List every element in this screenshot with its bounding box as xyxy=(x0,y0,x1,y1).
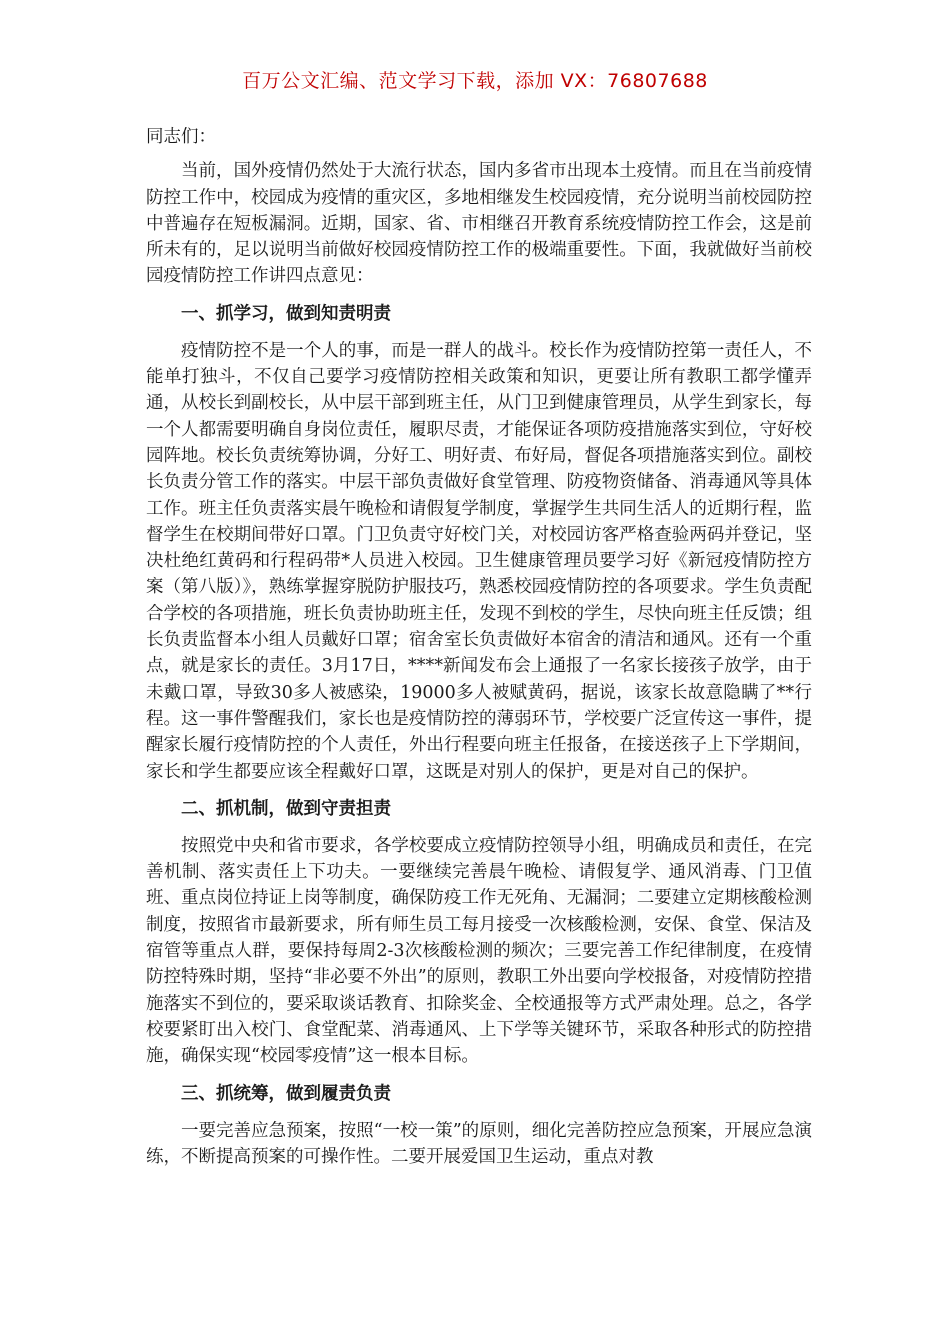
document-body xyxy=(146,124,812,1170)
salutation: 同志们： xyxy=(146,127,216,147)
section-body-2: 按照党中央和省市要求，各学校要成立疫情防控领导小组，明确成员和责任，在完善机制、落实责任上下功夫。一要继续完善晨午晚检、请假复学、通风消毒、门卫值班、重点岗位持证上岗等制度，确保防疫工作无死角、无漏洞；二要建立定期核酸检测制度，按照省市最新要求，所有师生员工每月接受一次核酸检测，安保、食堂、保洁及宿管等重点人群，要保持每周2-3次核酸检测的频次；三要完善工作纪律制度，在疫情防控特殊时期，坚持“非必要不外出”的原则，教职工外出要向学校报备，对疫情防控措施落实不到位的，要采取谈话教育、扣除奖金、全校通报等方式严肃处理。总之，各学校要紧盯出入校门、食堂配菜、消毒通风、上下学等关键环节，采取各种形式的防控措施，确保实现“校园零疫情”这一根本目标。 xyxy=(146,835,812,1067)
section-heading-1: 一、抓学习，做到知责明责 xyxy=(181,303,391,324)
header-watermark: 百万公文汇编、范文学习下载，添加 VX：76807688 xyxy=(242,70,708,92)
section-heading-2: 二、抓机制，做到守责担责 xyxy=(181,798,391,819)
section-heading-3: 三、抓统筹，做到履责负责 xyxy=(181,1083,391,1104)
section-body-1: 疫情防控不是一个人的事，而是一群人的战斗。校长作为疫情防控第一责任人，不能单打独斗，不仅自己要学习疫情防控相关政策和知识，更要让所有教职工都学懂弄通，从校长到副校长，从中层干部到班主任，从门卫到健康管理员，从学生到家长，每一个人都需要明确自身岗位责任，履职尽责，才能保证各项防疫措施落实到位，守好校园阵地。校长负责统筹协调，分好工、明好责、布好局，督促各项措施落实到位。副校长负责分管工作的落实。中层干部负责做好食堂管理、防疫物资储备、消毒通风等具体工作。班主任负责落实晨午晚检和请假复学制度，掌握学生共同生活人的近期行程，监督学生在校期间带好口罩。门卫负责守好校门关，对校园访客严格查验两码并登记，坚决杜绝红黄码和行程码带*人员进入校园。卫生健康管理员要学习好《新冠疫情防控方案（第八版）》，熟练掌握穿脱防护服技巧，熟悉校园疫情防控的各项要求。学生负责配合学校的各项措施，班长负责协助班主任，发现不到校的学生，尽快向班主任反馈；组长负责监督本小组人员戴好口罩；宿舍室长负责做好本宿舍的清洁和通风。还有一个重点，就是家长的责任。3月17日，****新闻发布会上通报了一名家长接孩子放学，由于未戴口罩，导致30多人被感染，19000多人被赋黄码，据说，该家长故意隐瞒了**行程。这一事件警醒我们，家长也是疫情防控的薄弱环节，学校要广泛宣传这一事件，提醒家长履行疫情防控的个人责任，外出行程要向班主任报备，在接送孩子上下学期间，家长和学生都要应该全程戴好口罩，这既是对别人的保护，更是对自己的保护。 xyxy=(146,340,812,782)
section-body-3: 一要完善应急预案，按照“一校一策”的原则，细化完善防控应急预案，开展应急演练，不断提高预案的可操作性。二要开展爱国卫生运动，重点对教 xyxy=(146,1120,812,1167)
intro-paragraph: 当前，国外疫情仍然处于大流行状态，国内多省市出现本土疫情。而且在当前疫情防控工作中，校园成为疫情的重灾区，多地相继发生校园疫情，充分说明当前校园防控中普遍存在短板漏洞。近期，国家、省、市相继召开教育系统疫情防控工作会，这是前所未有的，足以说明当前做好校园疫情防控工作的极端重要性。下面，我就做好当前校园疫情防控工作讲四点意见： xyxy=(146,161,812,287)
